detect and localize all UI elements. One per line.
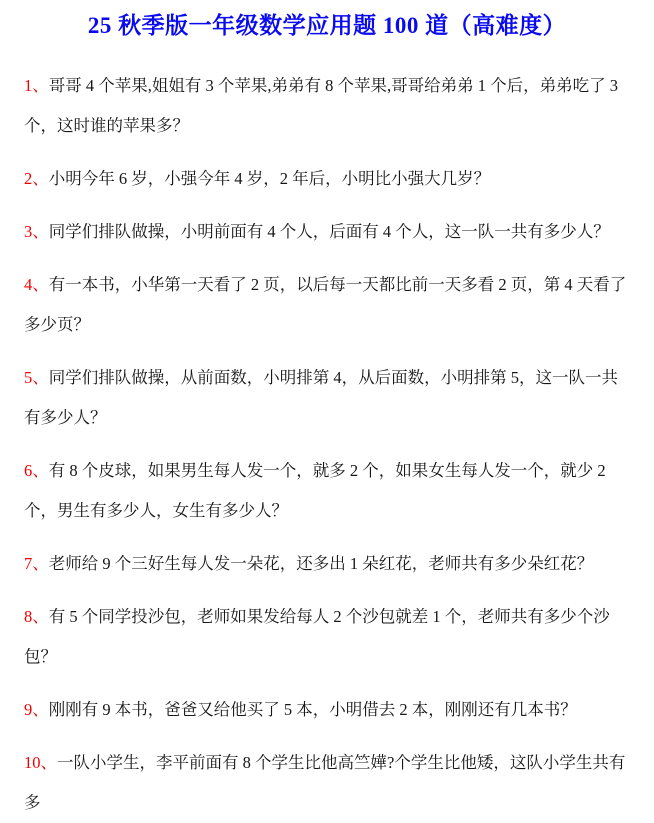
question-2	[24, 159, 630, 199]
question-6-text: 有 8 个皮球，如果男生每人发一个，就多 2 个，如果女生每人发一个，就少 2 个，男生有多少人，女生有多少人？	[24, 461, 606, 520]
question-3	[24, 212, 630, 252]
question-10-number: 10、	[24, 753, 57, 772]
question-7	[24, 544, 630, 584]
question-4-text: 有一本书，小华第一天看了 2 页，以后每一天都比前一天多看 2 页，第 4 天看了多少页？	[24, 275, 627, 334]
question-5	[24, 358, 630, 438]
question-2-text: 小明今年 6 岁，小强今年 4 岁，2 年后，小明比小强大几岁？	[48, 169, 491, 188]
question-5-number: 5、	[24, 368, 49, 387]
question-9	[24, 690, 630, 730]
question-1	[24, 66, 630, 146]
question-6	[24, 451, 630, 531]
question-4-number: 4、	[24, 275, 49, 294]
question-7-text: 老师给 9 个三好生每人发一朵花，还多出 1 朵红花，老师共有多少朵红花？	[48, 554, 594, 573]
question-3-text: 同学们排队做操，小明前面有 4 个人，后面有 4 个人，这一队一共有多少人？	[48, 222, 610, 241]
question-10-text: 一队小学生，李平前面有 8 个学生比他高竺嬅?个学生比他矮，这队小学生共有多	[24, 753, 626, 812]
question-1-text: 哥哥 4 个苹果,姐姐有 3 个苹果,弟弟有 8 个苹果,哥哥给弟弟 1 个后，弟弟吃了 3 个，这时谁的苹果多？	[24, 76, 618, 135]
question-3-number: 3、	[24, 222, 49, 241]
question-6-number: 6、	[24, 461, 49, 480]
question-8	[24, 597, 630, 677]
question-1-number: 1、	[24, 76, 49, 95]
question-9-text: 刚刚有 9 本书，爸爸又给他买了 5 本，小明借去 2 本，刚刚还有几本书？	[48, 700, 577, 719]
question-7-number: 7、	[24, 554, 49, 573]
question-8-number: 8、	[24, 607, 49, 626]
question-8-text: 有 5 个同学投沙包，老师如果发给每人 2 个沙包就差 1 个，老师共有多少个沙包？	[24, 607, 610, 666]
question-10	[24, 743, 630, 823]
question-4	[24, 265, 630, 345]
page-title: 25 秋季版一年级数学应用题 100 道（高难度）	[87, 13, 567, 38]
question-2-number: 2、	[24, 169, 49, 188]
question-5-text: 同学们排队做操，从前面数，小明排第 4，从后面数，小明排第 5，这一队一共有多少人？	[24, 368, 618, 427]
question-9-number: 9、	[24, 700, 49, 719]
